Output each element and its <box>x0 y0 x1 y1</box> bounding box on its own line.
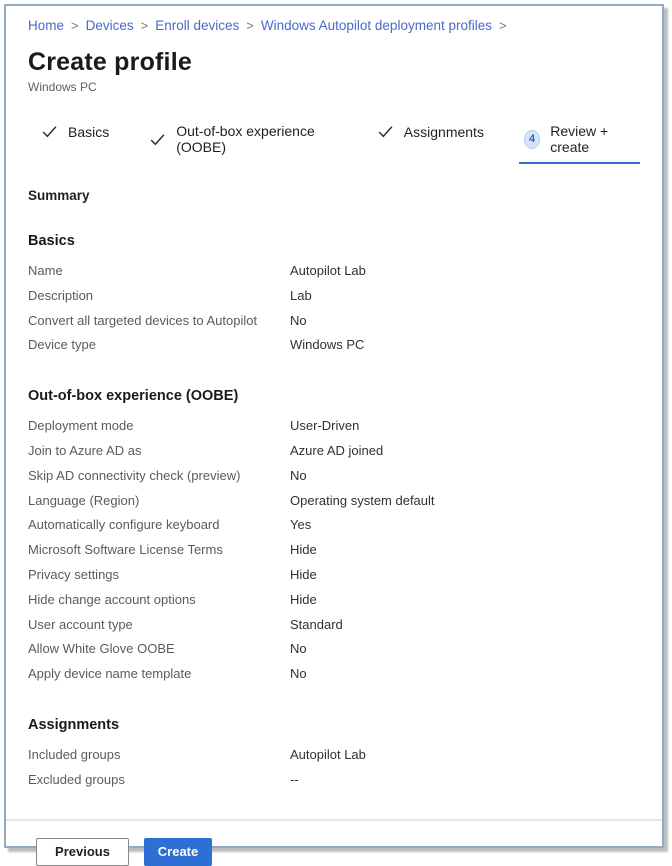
summary-row <box>28 489 640 514</box>
row-value: Hide <box>290 566 317 582</box>
page-subtitle: Windows PC <box>28 80 97 94</box>
row-label: Microsoft Software License Terms <box>28 542 223 558</box>
row-value: No <box>290 641 307 657</box>
section-heading: Basics <box>28 233 75 249</box>
breadcrumb-separator: > <box>498 18 507 33</box>
tab-assignments[interactable] <box>372 121 489 149</box>
row-label: Hide change account options <box>28 591 196 607</box>
checkmark-icon <box>41 123 58 140</box>
section-rows <box>28 259 640 358</box>
row-label: Description <box>28 287 94 303</box>
tab-review-create[interactable] <box>519 121 640 164</box>
breadcrumb-devices[interactable]: Devices <box>85 18 134 33</box>
row-value: -- <box>290 771 299 787</box>
row-label: Included groups <box>28 746 121 762</box>
tab-label: Basics <box>68 123 110 140</box>
row-value: Standard <box>290 616 343 632</box>
breadcrumb-separator: > <box>71 18 79 33</box>
summary-sections <box>28 233 640 793</box>
breadcrumb-separator: > <box>246 18 254 33</box>
tab-label: Out-of-box experience (OOBE) <box>176 123 315 155</box>
row-label: Allow White Glove OOBE <box>28 641 175 657</box>
summary-row <box>28 439 640 464</box>
breadcrumb-autopilot-profiles[interactable]: Windows Autopilot deployment profiles <box>260 18 492 33</box>
summary-row <box>28 538 640 563</box>
summary-section <box>28 717 640 793</box>
row-label: Join to Azure AD as <box>28 442 142 458</box>
row-value: User-Driven <box>290 418 360 434</box>
summary-row <box>28 743 640 768</box>
summary-row <box>28 513 640 538</box>
summary-section <box>28 233 640 358</box>
breadcrumb-home[interactable]: Home <box>28 18 65 33</box>
row-value: No <box>290 666 307 682</box>
row-label: Language (Region) <box>28 492 140 508</box>
summary-row <box>28 333 640 358</box>
summary-row <box>28 613 640 638</box>
row-value: Lab <box>290 287 312 303</box>
wizard-tabbar <box>28 121 640 164</box>
row-value: Yes <box>290 517 312 533</box>
tab-basics[interactable] <box>36 121 114 149</box>
tab-label: Assignments <box>403 123 484 140</box>
row-value: No <box>290 312 307 328</box>
summary-section <box>28 388 640 687</box>
checkmark-icon <box>377 123 394 140</box>
tab-oobe[interactable] <box>144 121 342 164</box>
section-rows <box>28 743 640 793</box>
summary-row <box>28 768 640 793</box>
summary-row <box>28 662 640 687</box>
summary-row <box>28 637 640 662</box>
row-label: Skip AD connectivity check (preview) <box>28 467 241 483</box>
page-title: Create profile <box>28 48 192 76</box>
breadcrumb-enroll-devices[interactable]: Enroll devices <box>155 18 240 33</box>
row-value: Hide <box>290 591 317 607</box>
step-number-badge: 4 <box>524 130 540 149</box>
summary-row <box>28 464 640 489</box>
breadcrumb <box>28 18 640 33</box>
breadcrumb-separator: > <box>140 18 149 33</box>
footer-actions <box>28 821 640 866</box>
summary-label: Summary <box>28 188 90 203</box>
row-value: Operating system default <box>290 492 435 508</box>
row-label: Name <box>28 263 63 278</box>
checkmark-icon <box>149 131 166 148</box>
summary-row <box>28 414 640 439</box>
row-value: Autopilot Lab <box>290 263 366 278</box>
create-button[interactable]: Create <box>144 838 212 866</box>
tab-label: Review + create <box>550 123 609 155</box>
row-label: Automatically configure keyboard <box>28 517 220 533</box>
section-heading: Assignments <box>28 716 120 733</box>
summary-row <box>28 588 640 613</box>
row-value: No <box>290 467 307 483</box>
summary-row <box>28 563 640 588</box>
row-label: Excluded groups <box>28 771 125 787</box>
row-value: Hide <box>290 542 317 558</box>
create-profile-page <box>4 4 664 860</box>
section-rows <box>28 414 640 687</box>
row-value: Azure AD joined <box>290 442 384 458</box>
row-label: Deployment mode <box>28 418 134 434</box>
row-label: Device type <box>28 337 96 353</box>
row-label: User account type <box>28 616 133 632</box>
summary-row <box>28 284 640 309</box>
row-label: Apply device name template <box>28 666 192 682</box>
row-value: Windows PC <box>290 337 365 353</box>
previous-button[interactable]: Previous <box>36 838 129 866</box>
row-value: Autopilot Lab <box>290 746 366 762</box>
row-label: Privacy settings <box>28 566 120 582</box>
summary-row <box>28 309 640 334</box>
section-heading: Out-of-box experience (OOBE) <box>28 388 239 405</box>
summary-row <box>28 259 640 284</box>
row-label: Convert all targeted devices to Autopilot <box>28 312 258 328</box>
